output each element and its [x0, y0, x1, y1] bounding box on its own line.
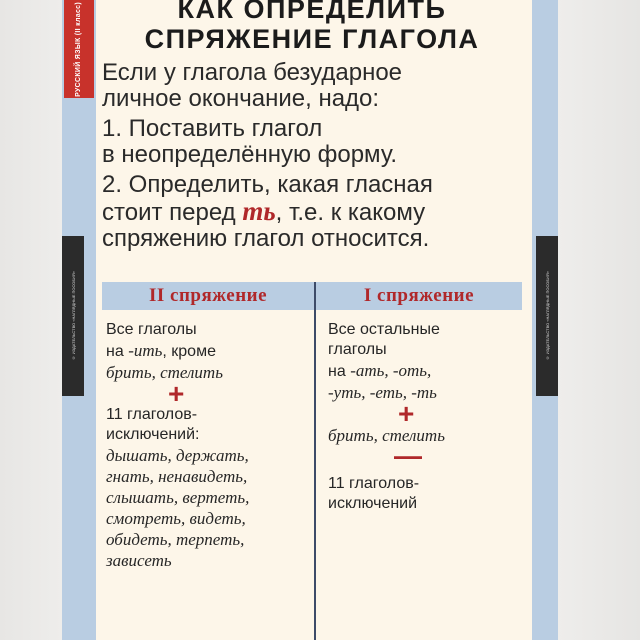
- right-line-3-prefix: на: [328, 363, 346, 380]
- title-line-1: КАК ОПРЕДЕЛИТЬ: [177, 0, 447, 24]
- step-1: [102, 116, 522, 168]
- plus-sign-left: +: [168, 378, 185, 409]
- exception-verbs-4: смотреть, видеть,: [106, 509, 246, 528]
- right-line-6: 11 глаголов-: [328, 475, 420, 492]
- intro-line-2: личное окончание, надо:: [102, 85, 380, 112]
- step-2-line-2: [102, 198, 522, 226]
- exception-verbs-1: дышать, держать,: [106, 446, 249, 465]
- intro-line-1: Если у глагола безударное: [102, 59, 403, 86]
- left-exceptions-brit: брить, стелить: [106, 363, 223, 382]
- left-dark-tab: [62, 236, 84, 396]
- right-endings-2: -уть, -еть, -ть: [328, 383, 437, 402]
- second-conjugation-header: II спряжение: [102, 282, 314, 310]
- right-endings-1: -ать, -оть,: [350, 361, 432, 380]
- step-1-line-2: в неопределённую форму.: [102, 141, 398, 168]
- step-2: [102, 172, 522, 252]
- right-dark-tab: [536, 236, 558, 396]
- first-conjugation-header: I спряжение: [316, 282, 522, 310]
- left-line-5: исключений:: [106, 426, 200, 443]
- exception-verbs-2: гнать, ненавидеть,: [106, 467, 248, 486]
- step-2-before-marker: стоит перед: [102, 199, 236, 226]
- right-line-2: глаголы: [328, 341, 387, 358]
- right-line-1: Все остальные: [328, 321, 440, 338]
- step-1-line-1: 1. Поставить глагол: [102, 115, 323, 142]
- poster: [62, 0, 558, 640]
- first-conjugation-column: [328, 320, 520, 514]
- step-2-after-marker: , т.е. к какому: [275, 199, 426, 226]
- right-dark-tab-text: © ИЗДАТЕЛЬСТВО «НАГЛЯДНЫЕ ПОСОБИЯ»: [544, 271, 550, 361]
- minus-sign: —: [394, 440, 422, 471]
- plus-sign-right: +: [398, 398, 415, 429]
- exception-verbs-6: зависеть: [106, 551, 172, 570]
- conjugation-table: [102, 282, 522, 640]
- left-line-1: Все глаголы: [106, 321, 197, 338]
- title-line-2: СПРЯЖЕНИЕ ГЛАГОЛА: [144, 24, 480, 54]
- second-conjugation-column: [106, 320, 311, 571]
- step-2-line-3: спряжению глагол относится.: [102, 225, 430, 252]
- step-2-line-1: 2. Определить, какая гласная: [102, 171, 433, 198]
- poster-content: [102, 0, 522, 640]
- exception-verbs-5: обидеть, терпеть,: [106, 530, 245, 549]
- right-line-7: исключений: [328, 495, 418, 512]
- left-line-4: 11 глаголов-: [106, 406, 198, 423]
- column-divider: [314, 282, 316, 640]
- left-ending-it: -ить: [128, 341, 163, 360]
- left-line-2-prefix: на: [106, 343, 124, 360]
- instructions: [102, 60, 522, 252]
- ending-marker: ть: [242, 196, 276, 226]
- right-line-3: [328, 360, 520, 382]
- subject-tab-label: РУССКИЙ ЯЗЫК (II класс): [75, 1, 82, 97]
- background-right: [558, 0, 640, 640]
- background-left: [0, 0, 62, 640]
- left-dark-tab-text: © ИЗДАТЕЛЬСТВО «НАГЛЯДНЫЕ ПОСОБИЯ»: [70, 271, 76, 361]
- subject-tab: [64, 0, 94, 98]
- left-line-2: [106, 340, 311, 362]
- left-line-2-rest: , кроме: [162, 343, 216, 360]
- right-brit-stelit: брить, стелить: [328, 426, 445, 445]
- poster-title: [102, 0, 522, 54]
- exception-verbs-3: слышать, вертеть,: [106, 488, 250, 507]
